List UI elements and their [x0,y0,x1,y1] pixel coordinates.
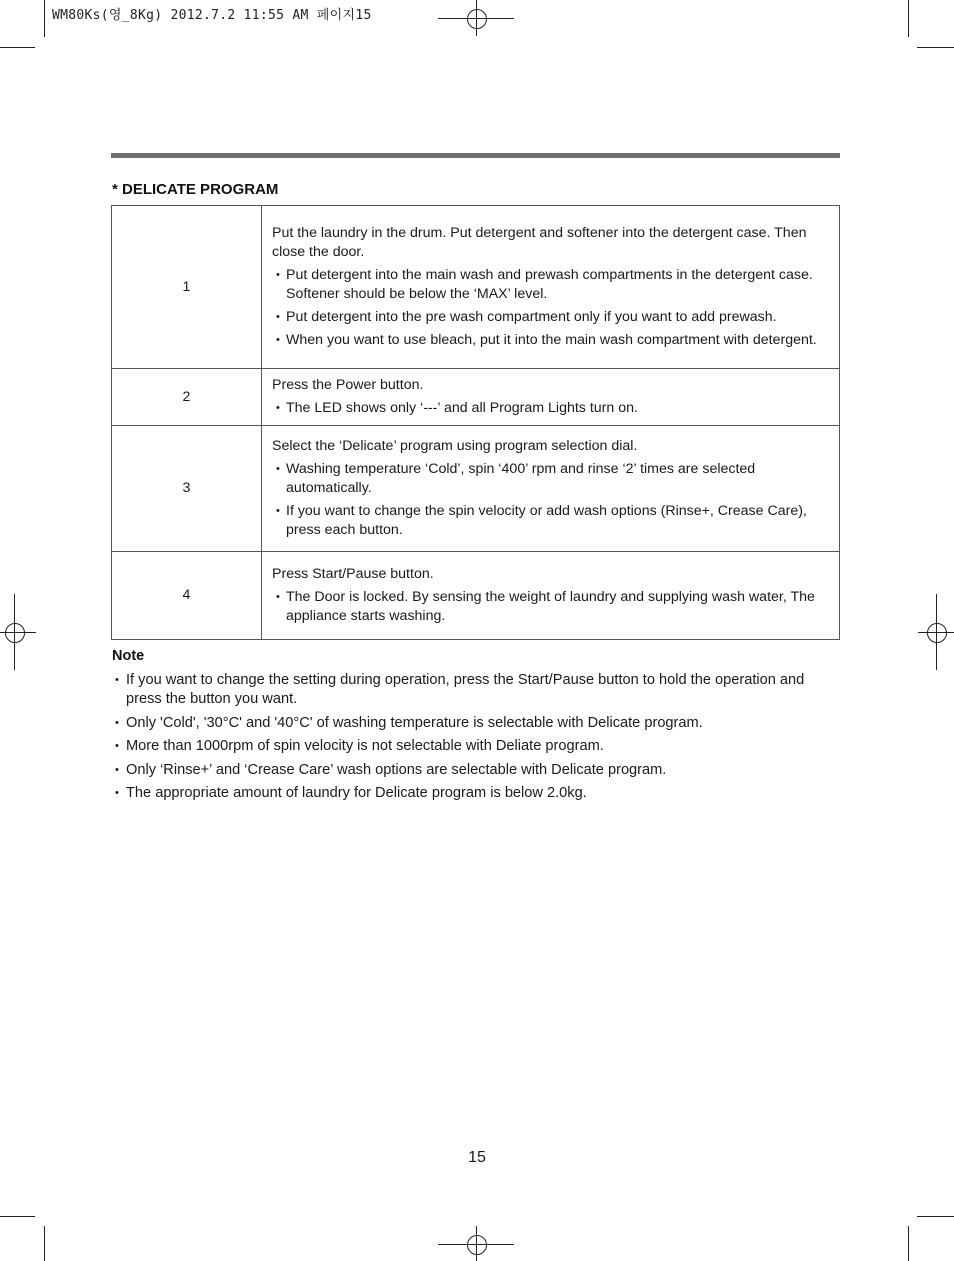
note-item: • Only 'Cold', '30°C' and '40°C' of washing temperature is selectable with Delicate program. [115,714,837,733]
note-list [115,671,837,808]
note-item: • Only ‘Rinse+’ and ‘Crease Care’ wash options are selectable with Delicate program. [115,761,837,780]
header-rule [111,153,840,158]
note-item: • More than 1000rpm of spin velocity is not selectable with Deliate program. [115,737,837,756]
step-row [112,552,840,640]
step-number: 2 [112,369,262,426]
print-header-stamp: WM80Ks(영_8Kg) 2012.7.2 11:55 AM 페이지15 [52,8,372,23]
step-instruction: Select the ‘Delicate’ program using program selection dial. [272,438,638,454]
step-description [262,426,840,552]
step-description [262,369,840,426]
step-bullet: • The LED shows only ‘---’ and all Program Lights turn on. [272,399,825,418]
step-bullet: • Put detergent into the main wash and prewash compartments in the detergent case. Softener should be below the ‘MAX’ level. [272,266,825,304]
step-bullet: • When you want to use bleach, put it into the main wash compartment with detergent. [272,331,825,350]
step-row [112,206,840,369]
step-bullet: • If you want to change the spin velocity or add wash options (Rinse+, Crease Care), press each button. [272,502,825,540]
page-number: 15 [468,1149,486,1166]
step-instruction: Press Start/Pause button. [272,566,434,582]
step-number: 1 [112,206,262,369]
step-number: 4 [112,552,262,640]
note-item: • If you want to change the setting during operation, press the Start/Pause button to hold the operation and press the button you want. [115,671,837,709]
step-instruction: Press the Power button. [272,377,424,393]
note-item: • The appropriate amount of laundry for Delicate program is below 2.0kg. [115,784,837,803]
section-title: * DELICATE PROGRAM [112,181,279,198]
note-title: Note [112,648,145,664]
step-bullet: • The Door is locked. By sensing the weight of laundry and supplying wash water, The appliance starts washing. [272,588,825,626]
step-row [112,369,840,426]
step-bullet: • Put detergent into the pre wash compartment only if you want to add prewash. [272,308,825,327]
step-row [112,426,840,552]
step-instruction: Put the laundry in the drum. Put detergent and softener into the detergent case. Then close the door. [272,225,807,260]
step-description [262,552,840,640]
step-bullet: • Washing temperature ‘Cold’, spin ‘400’ rpm and rinse ‘2’ times are selected automatically. [272,460,825,498]
step-description [262,206,840,369]
step-number: 3 [112,426,262,552]
steps-table [111,205,840,640]
